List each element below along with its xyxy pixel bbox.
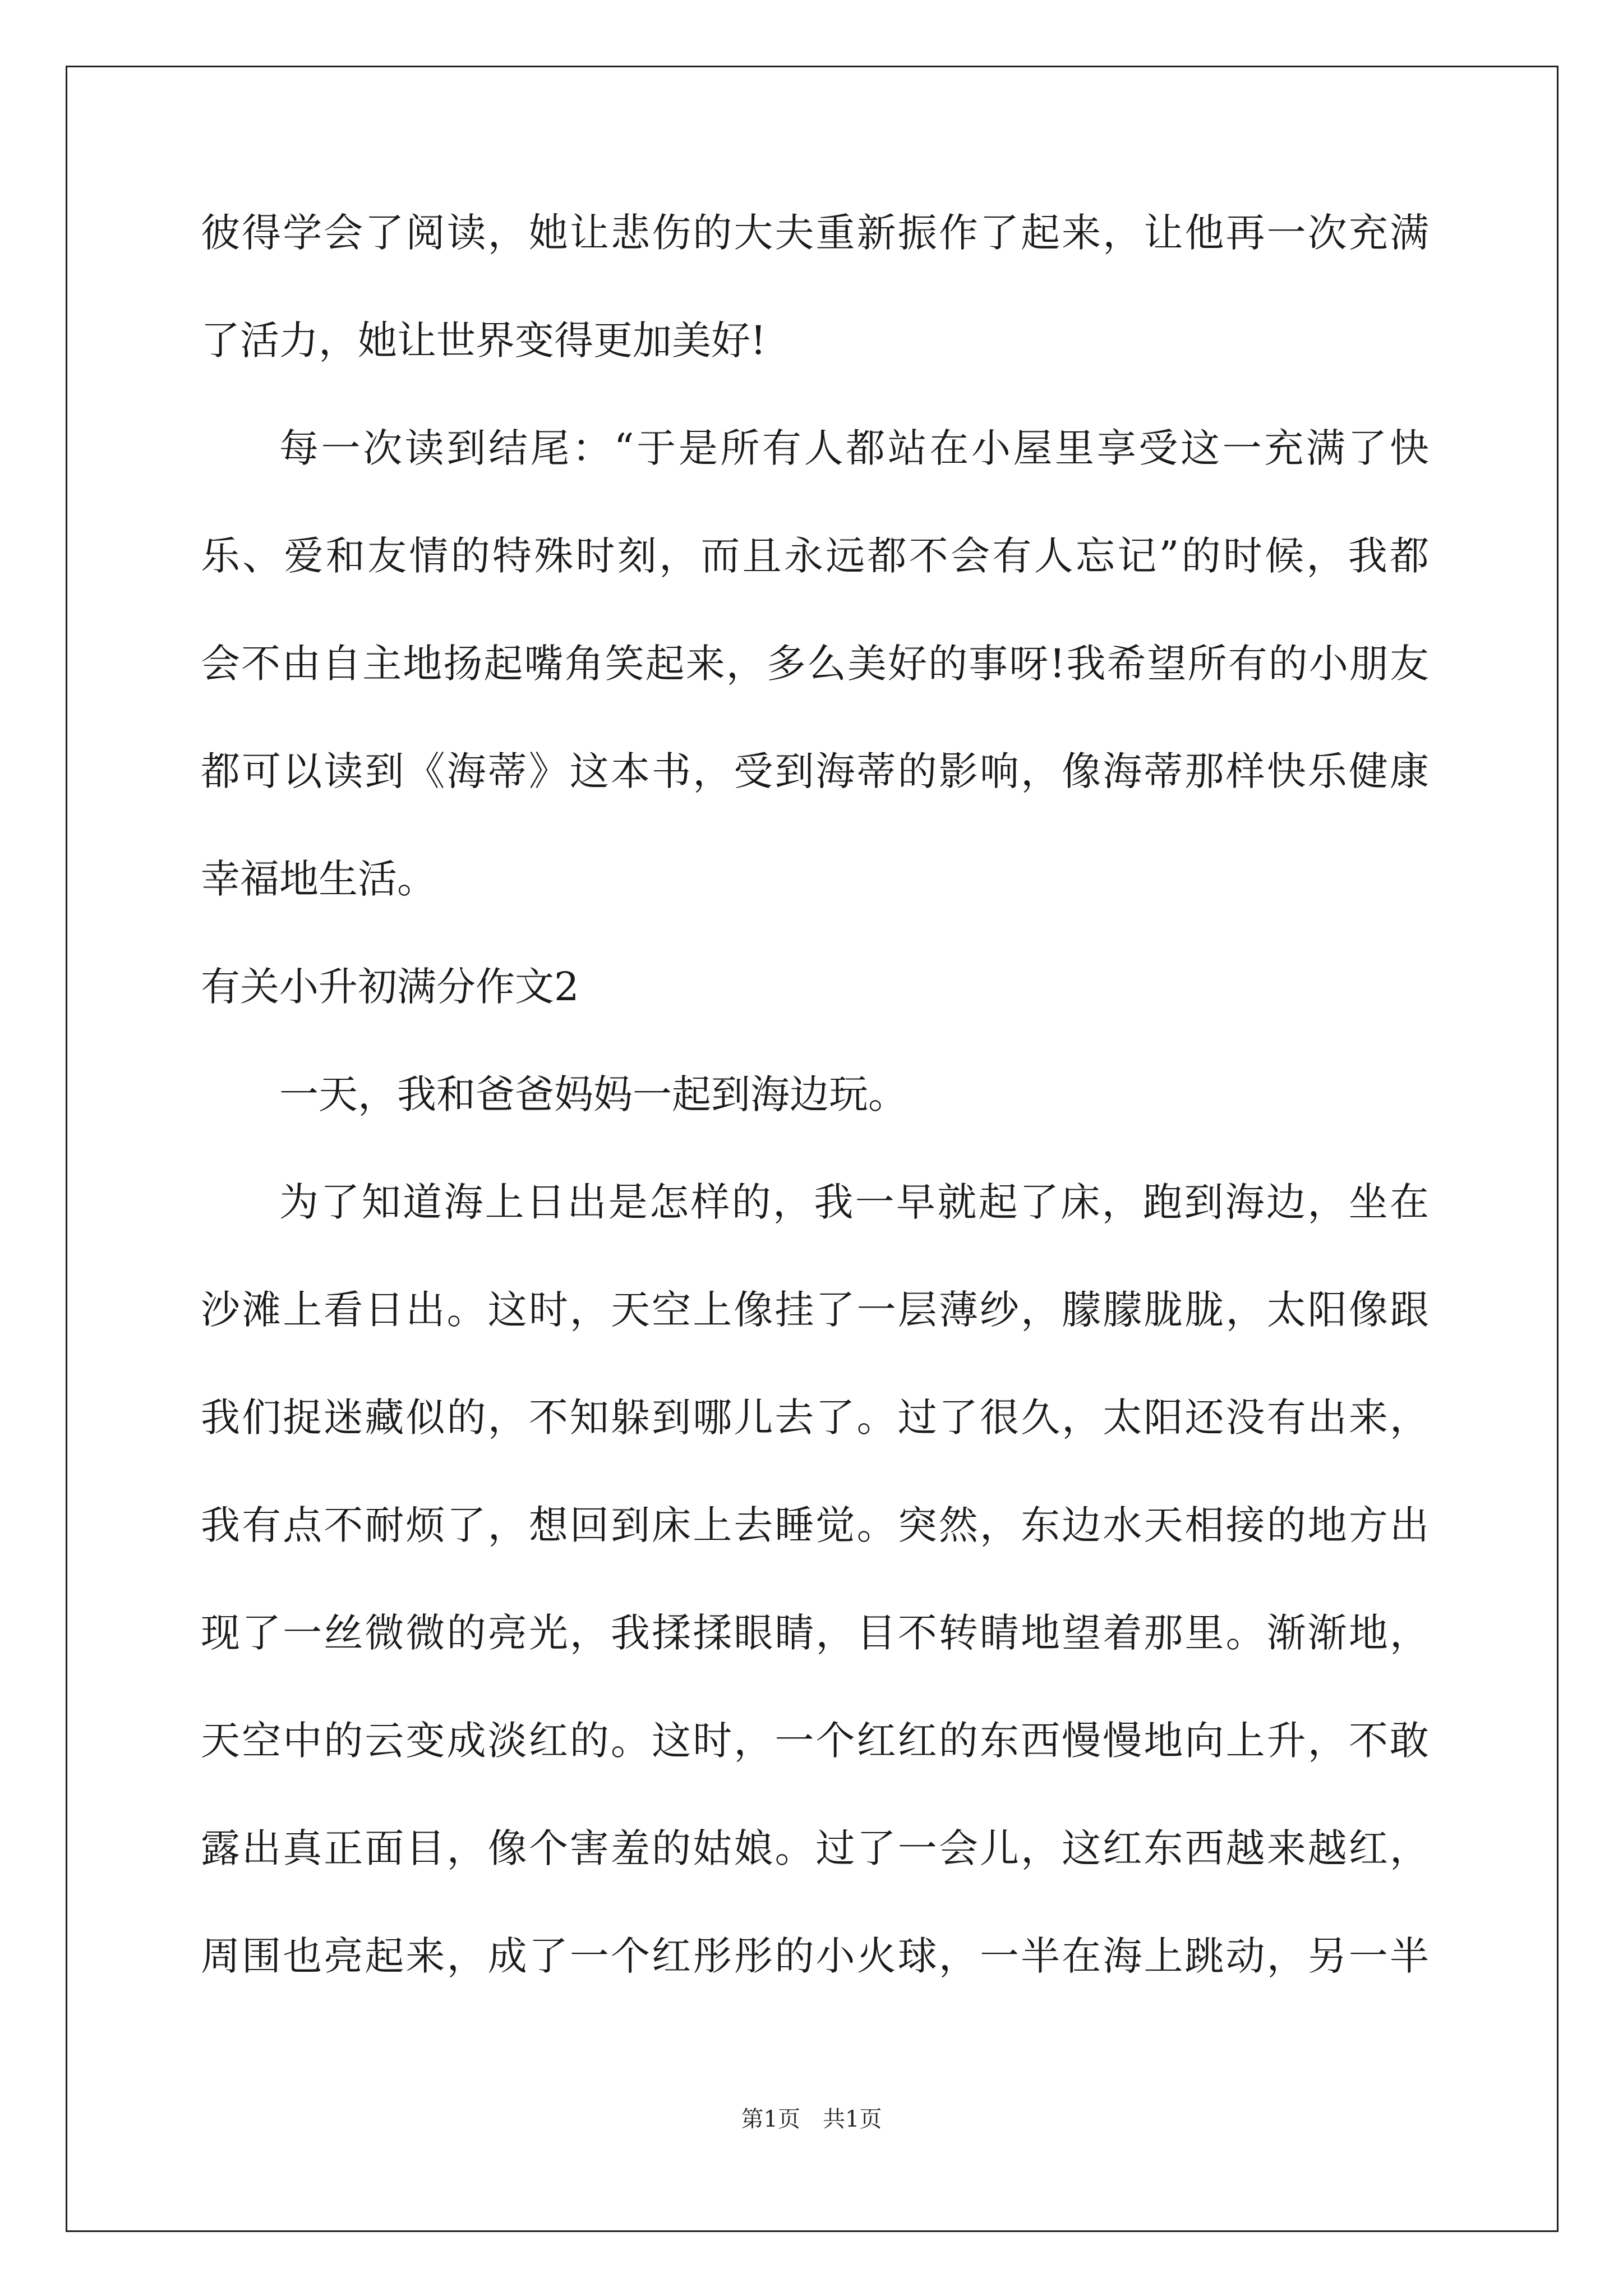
page-number: 第1页 (741, 2106, 800, 2132)
paragraph-line: 幸福地生活。 (201, 856, 436, 902)
paragraph-line: 为了知道海上日出是怎样的，我一早就起了床，跑到海边，坐在 (279, 1179, 1429, 1225)
page-footer (0, 2108, 1623, 2131)
page-total: 共1页 (823, 2106, 882, 2132)
paragraph-line: 露出真正面目，像个害羞的姑娘。过了一会儿，这红东西越来越红， (201, 1825, 1429, 1871)
paragraph-line: 我们捉迷藏似的，不知躲到哪儿去了。过了很久，太阳还没有出来， (201, 1395, 1429, 1441)
paragraph-line: 我有点不耐烦了，想回到床上去睡觉。突然，东边水天相接的地方出 (201, 1502, 1429, 1548)
paragraph-line: 沙滩上看日出。这时，天空上像挂了一层薄纱，朦朦胧胧，太阳像跟 (201, 1287, 1429, 1333)
paragraph-line: 现了一丝微微的亮光，我揉揉眼睛，目不转睛地望着那里。渐渐地， (201, 1610, 1429, 1656)
paragraph-line: 周围也亮起来，成了一个红彤彤的小火球，一半在海上跳动，另一半 (201, 1933, 1429, 1979)
section-heading: 有关小升初满分作文2 (201, 964, 579, 1010)
document-body (201, 210, 1429, 2044)
paragraph-line: 会不由自主地扬起嘴角笑起来，多么美好的事呀!我希望所有的小朋友 (201, 641, 1429, 687)
paragraph-line: 都可以读到《海蒂》这本书，受到海蒂的影响，像海蒂那样快乐健康 (201, 748, 1429, 794)
paragraph-line: 彼得学会了阅读，她让悲伤的大夫重新振作了起来，让他再一次充满 (201, 210, 1429, 256)
paragraph-line: 一天，我和爸爸妈妈一起到海边玩。 (279, 1071, 907, 1117)
paragraph-line: 了活力，她让世界变得更加美好! (201, 318, 767, 364)
paragraph-line: 每一次读到结尾：“于是所有人都站在小屋里享受这一充满了快 (279, 425, 1429, 471)
paragraph-line: 乐、爱和友情的特殊时刻，而且永远都不会有人忘记”的时候，我都 (201, 533, 1429, 579)
paragraph-line: 天空中的云变成淡红的。这时，一个红红的东西慢慢地向上升，不敢 (201, 1718, 1429, 1764)
